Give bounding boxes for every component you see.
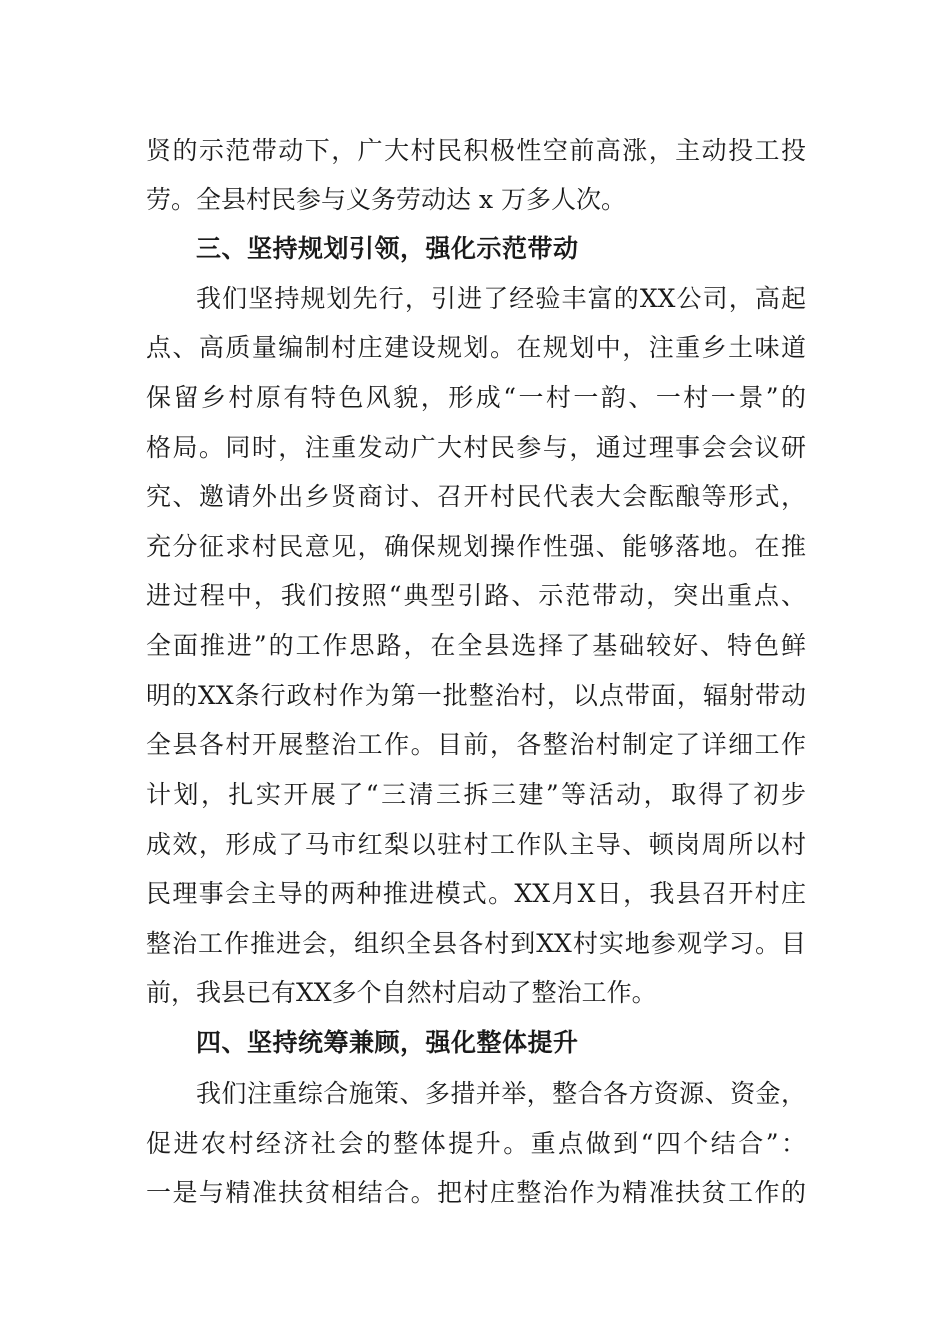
section-heading-4: 四、坚持统筹兼顾，强化整体提升: [196, 1028, 579, 1057]
paragraph-line: 我们坚持规划先行，引进了经验丰富的XX公司，高起: [196, 284, 806, 313]
section-heading-3: 三、坚持规划引领，强化示范带动: [196, 234, 579, 263]
paragraph-line: 充分征求村民意见，确保规划操作性强、能够落地。在推: [146, 532, 806, 561]
paragraph-line: 促进农村经济社会的整体提升。重点做到“四个结合”：: [146, 1129, 806, 1158]
paragraph-line: 民理事会主导的两种推进模式。XX月X日，我县召开村庄: [146, 879, 806, 908]
paragraph-line: 进过程中，我们按照“典型引路、示范带动，突出重点、: [146, 581, 806, 610]
paragraph-line: 明的XX条行政村作为第一批整治村，以点带面，辐射带动: [146, 681, 806, 710]
paragraph-line: 计划，扎实开展了“三清三拆三建”等活动，取得了初步: [146, 780, 806, 809]
paragraph-line: 整治工作推进会，组织全县各村到XX村实地参观学习。目: [146, 929, 806, 958]
paragraph-line: 究、邀请外出乡贤商讨、召开村民代表大会酝酿等形式，: [146, 482, 806, 511]
paragraph-line: 劳。全县村民参与义务劳动达 x 万多人次。: [146, 185, 626, 214]
paragraph-line: 全县各村开展整治工作。目前，各整治村制定了详细工作: [146, 730, 806, 759]
paragraph-line: 成效，形成了马市红梨以驻村工作队主导、顿岗周所以村: [146, 830, 806, 859]
paragraph-line: 点、高质量编制村庄建设规划。在规划中，注重乡土味道: [146, 333, 806, 362]
paragraph-line: 我们注重综合施策、多措并举，整合各方资源、资金，: [196, 1079, 806, 1108]
paragraph-line: 格局。同时，注重发动广大村民参与，通过理事会会议研: [146, 433, 806, 462]
paragraph-line: 贤的示范带动下，广大村民积极性空前高涨，主动投工投: [146, 136, 806, 165]
paragraph-line: 保留乡村原有特色风貌，形成“一村一韵、一村一景”的: [146, 383, 806, 412]
paragraph-line: 全面推进”的工作思路，在全县选择了基础较好、特色鲜: [146, 631, 806, 660]
paragraph-line: 前，我县已有XX多个自然村启动了整治工作。: [146, 978, 657, 1007]
paragraph-line: 一是与精准扶贫相结合。把村庄整治作为精准扶贫工作的: [146, 1178, 806, 1207]
